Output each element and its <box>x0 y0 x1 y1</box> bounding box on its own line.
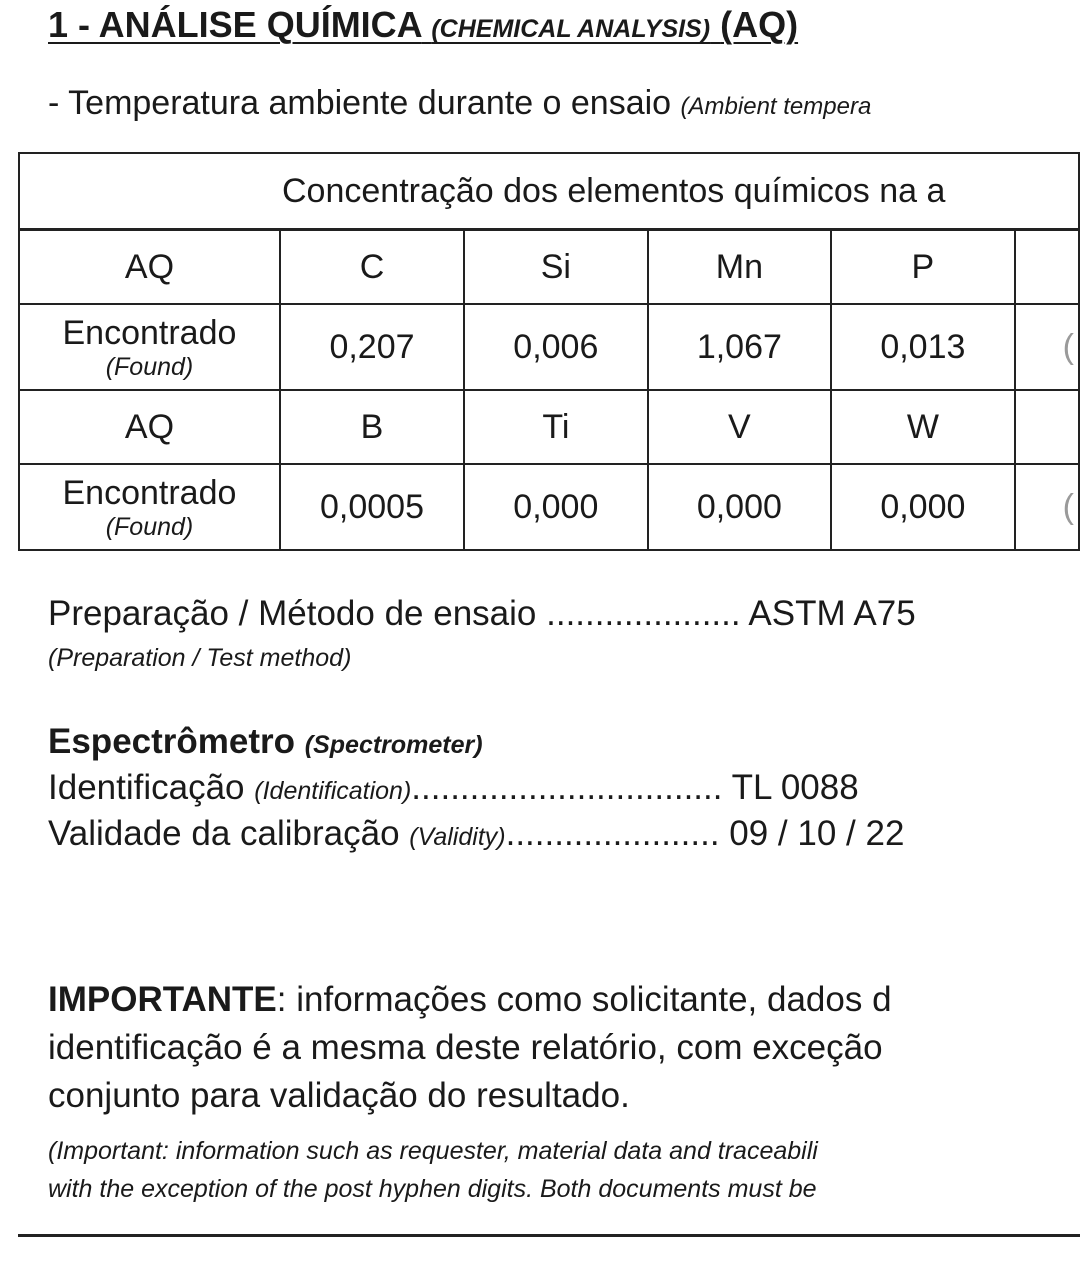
found-label-pt: Encontrado <box>62 474 237 512</box>
ambient-label: - Temperatura ambiente durante o ensaio <box>48 84 672 122</box>
element-symbol-row <box>19 230 1079 305</box>
found-value-cell: 0,000 <box>648 464 832 550</box>
row-header: AQ <box>19 390 280 464</box>
important-line-1 <box>48 976 1080 1024</box>
method-label: Preparação / Método de ensaio <box>48 594 537 633</box>
identification-dots: ................................ <box>411 768 723 807</box>
important-label: IMPORTANTE <box>48 980 277 1019</box>
found-value-cell: 0,0005 <box>280 464 464 550</box>
section-title <box>48 4 798 46</box>
important-en-line-2: with the exception of the post hyphen digits. Both documents must be <box>48 1175 817 1203</box>
found-value-row <box>19 304 1079 390</box>
found-label <box>20 473 279 541</box>
important-paragraph-en <box>48 1132 1080 1208</box>
element-symbol-cell: Si <box>464 230 648 305</box>
element-symbol-cell: P <box>831 230 1015 305</box>
spectrometer-title-en: (Spectrometer) <box>304 731 483 759</box>
validity-dots: ...................... <box>505 814 720 853</box>
found-value-cell: ( <box>1015 304 1079 390</box>
ambient-temperature-line <box>48 84 871 123</box>
section-title-pt: 1 - ANÁLISE QUÍMICA <box>48 4 422 45</box>
element-symbol-cell: Mn <box>648 230 832 305</box>
section-title-abbr: (AQ) <box>720 4 799 45</box>
identification-label-en: (Identification) <box>254 777 412 805</box>
found-label-en: (Found) <box>105 353 194 381</box>
found-label-pt: Encontrado <box>62 314 237 352</box>
validity-label-en: (Validity) <box>409 823 506 851</box>
table-caption: Concentração dos elementos químicos na a <box>19 153 1079 230</box>
found-label <box>20 313 279 381</box>
validity-value: 09 / 10 / 22 <box>729 814 905 853</box>
found-value-cell: 1,067 <box>648 304 832 390</box>
spectrometer-title-pt: Espectrômetro <box>48 722 296 761</box>
identification-line <box>48 768 859 808</box>
element-symbol-row <box>19 390 1079 464</box>
element-symbol-cell <box>1015 230 1079 305</box>
important-line-3: conjunto para validação do resultado. <box>48 1076 630 1115</box>
identification-value: TL 0088 <box>731 768 859 807</box>
found-label-en: (Found) <box>105 513 194 541</box>
bottom-divider <box>18 1234 1080 1237</box>
method-line <box>48 594 916 634</box>
spectrometer-title <box>48 722 483 762</box>
section-title-en: (CHEMICAL ANALYSIS) <box>431 15 711 43</box>
element-symbol-cell: C <box>280 230 464 305</box>
element-symbol-cell: W <box>831 390 1015 464</box>
found-value-cell: 0,013 <box>831 304 1015 390</box>
found-value-row <box>19 464 1079 550</box>
found-value-cell: 0,000 <box>464 464 648 550</box>
validity-line <box>48 814 904 854</box>
method-dots: .................... <box>546 594 741 633</box>
found-value-cell: 0,006 <box>464 304 648 390</box>
ambient-label-en: (Ambient tempera <box>680 93 872 120</box>
identification-label: Identificação <box>48 768 245 807</box>
important-line-1-text: : informações como solicitante, dados d <box>276 980 892 1019</box>
chemical-analysis-table <box>18 152 1080 551</box>
found-value-cell: 0,000 <box>831 464 1015 550</box>
element-symbol-cell: Ti <box>464 390 648 464</box>
element-symbol-cell: V <box>648 390 832 464</box>
method-label-en: (Preparation / Test method) <box>48 644 352 672</box>
row-header: AQ <box>19 230 280 305</box>
found-value-cell: ( <box>1015 464 1079 550</box>
table-caption-row <box>19 153 1079 230</box>
element-symbol-cell: B <box>280 390 464 464</box>
important-paragraph <box>48 976 1080 1120</box>
important-en-line-1: (Important: information such as requester, material data and traceabili <box>48 1137 818 1165</box>
found-value-cell: 0,207 <box>280 304 464 390</box>
important-line-2: identificação é a mesma deste relatório, com exceção <box>48 1028 883 1067</box>
row-header <box>19 464 280 550</box>
row-header <box>19 304 280 390</box>
method-value: ASTM A75 <box>748 594 916 633</box>
element-symbol-cell <box>1015 390 1079 464</box>
validity-label: Validade da calibração <box>48 814 400 853</box>
